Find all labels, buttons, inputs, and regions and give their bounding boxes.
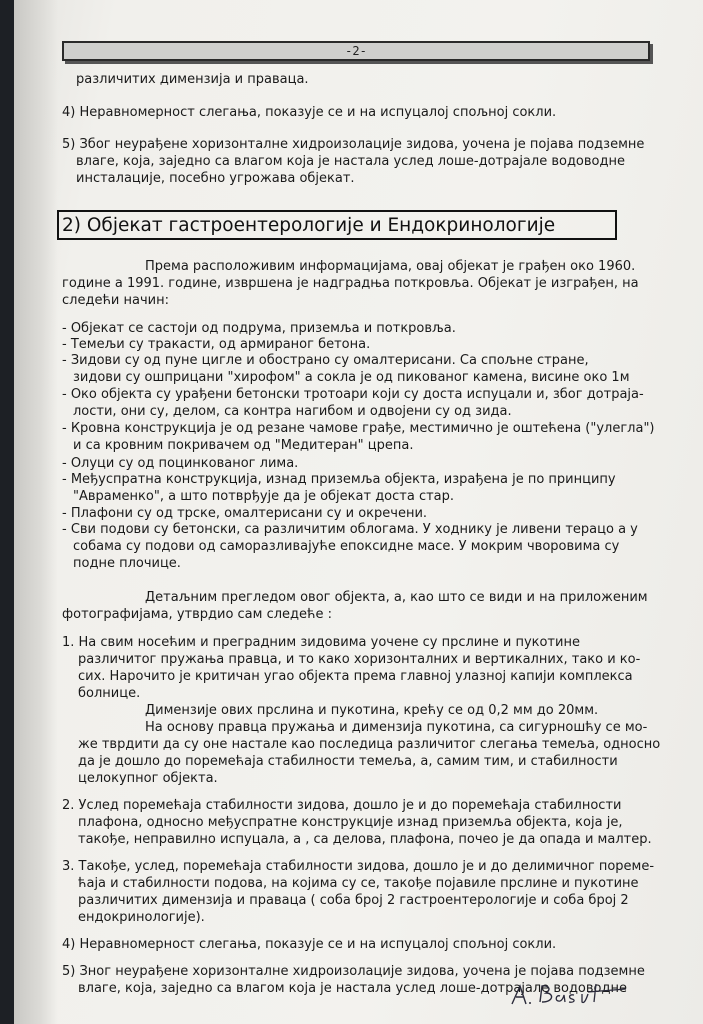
finding-1-line: же тврдити да су оне настале као последица различитог слегања темеља, односно bbox=[78, 737, 661, 752]
intro-line-1: Према расположивим информацијама, овај објекат је грађен око 1960. bbox=[145, 259, 636, 274]
bullet-line: - Кровна конструкција је од резане чамове грађе, местимично је оштећена ("улегла") bbox=[62, 421, 655, 436]
intro-line-2: године а 1991. године, извршена је надградња поткровља. Објекат је изграђен, на bbox=[62, 276, 639, 291]
finding-5-line: влаге, која, заједно са влагом која је настала услед лоше-дотрајале водоводне bbox=[78, 981, 627, 996]
finding-1-line: болнице. bbox=[78, 686, 141, 701]
finding-1-line: целокупног објекта. bbox=[78, 771, 218, 786]
bullet-line: лости, они су, делом, са контра нагибом и одвојени су од зида. bbox=[73, 404, 512, 419]
page-header-bar bbox=[62, 41, 650, 61]
bullet-line: подне плочице. bbox=[73, 556, 181, 571]
findings-intro-line-2: фотографијама, утврдио сам следеће : bbox=[62, 607, 333, 622]
finding-3-line: ћаја и стабилности подова, на којима су се, такође појавиле прслине и пукотине bbox=[78, 876, 639, 891]
top-item-5-line-1: 5) Због неурађене хоризонталне хидроизолације зидова, уочена је појава подземне bbox=[62, 137, 645, 152]
finding-3-line: различитих димензија и правaца ( соба број 2 гастроентерологије и соба број 2 bbox=[78, 893, 629, 908]
page-fold-shadow bbox=[14, 0, 58, 1024]
bullet-line: - Темељи су тракасти, од армираног бетона. bbox=[62, 337, 371, 352]
finding-5-line: 5) Зног неурађене хоризонталне хидроизолације зидова, уочена је појава подземне bbox=[62, 964, 645, 979]
bullet-line: - Зидови су од пуне цигле и обострано су омалтерисани. Са спољне стране, bbox=[62, 353, 589, 368]
page-number: -2- bbox=[345, 44, 367, 58]
finding-2-line: плафона, односно међуспратне конструкције изнад приземља објекта, која је, bbox=[78, 815, 623, 830]
top-item-5-line-2: влаге, која, заједно са влагом која је настала услед лоше-дотрајале водоводне bbox=[76, 154, 625, 169]
finding-3-line: ендокринологије). bbox=[78, 910, 205, 925]
bullet-line: - Сви подови су бетонски, са различитим облогама. У ходнику је ливени терацо а у bbox=[62, 522, 638, 537]
bullet-line: зидови су ошприцани "хирофом" а сокла је од пикованог камена, висине око 1м bbox=[73, 370, 630, 385]
bullet-line: - Плафони су од трске, омалтерисани су и окречени. bbox=[62, 506, 428, 521]
intro-line-3: следећи начин: bbox=[62, 293, 169, 308]
top-item-5-line-3: инсталације, посебно угрожава објекат. bbox=[76, 171, 355, 186]
bullet-line: - Око објекта су урађени бетонски тротоари који су доста испуцали и, због дотраја- bbox=[62, 387, 644, 402]
top-item-4: 4) Неравномерност слегања, показује се и на испуцалој спољној сокли. bbox=[62, 105, 557, 120]
bullet-line: и са кровним покривачем од "Медитеран" црепа. bbox=[73, 438, 414, 453]
bullet-line: - Олуци су од поцинкованог лима. bbox=[62, 456, 299, 471]
continuation-line: различитих димензија и праваца. bbox=[76, 72, 309, 87]
bullet-line: - Објекат се састоји од подрума, приземља и поткровља. bbox=[62, 321, 456, 336]
finding-1-line: Димензије ових прслина и пукотина, крећу се од 0,2 мм до 20мм. bbox=[145, 703, 599, 718]
finding-1-line: На основу правца пружања и димензија пукотина, са сигурношћу се мо- bbox=[145, 720, 648, 735]
finding-2-line: такође, неправилно испуцала, а , са делова, плафона, почео је да опада и малтер. bbox=[78, 832, 652, 847]
handwritten-signature bbox=[508, 980, 640, 1010]
finding-1-line: различитог пружања правца, и то како хоризонталних и вертикалних, тако и ко- bbox=[78, 652, 641, 667]
bullet-line: - Међуспратна конструкција, изнад приземља објекта, израђена је по принципу bbox=[62, 472, 616, 487]
section-heading: 2) Објекат гастроентерологије и Ендокринологије bbox=[62, 215, 556, 236]
finding-4-line: 4) Неравномерност слегања, показује се и на испуцалој спољној сокли. bbox=[62, 937, 557, 952]
findings-intro-line-1: Детаљним прегледом овог објекта, а, као што се види и на приложеним bbox=[145, 590, 648, 605]
finding-1-line: да је дошло до поремећаја стабилности темеља, а, самим тим, и стабилности bbox=[78, 754, 618, 769]
finding-1-line: сих. Нарочито је критичан угао објекта према главној улазној капији комплекса bbox=[78, 669, 633, 684]
finding-2-line: 2. Услед поремећаја стабилности зидова, дошло је и до поремећаја стабилности bbox=[62, 798, 622, 813]
bullet-line: собама су подови од саморазливајуће епоксидне масе. У мокрим чворовима су bbox=[73, 539, 620, 554]
finding-1-line: 1. На свим носећим и преградним зидовима уочене су прслине и пукотине bbox=[62, 635, 580, 650]
finding-3-line: 3. Такође, услед, поремећаја стабилности зидова, дошло је и до делимичног пореме- bbox=[62, 859, 655, 874]
bullet-line: "Авраменко", а што потврђује да је објекат доста стар. bbox=[73, 489, 455, 504]
